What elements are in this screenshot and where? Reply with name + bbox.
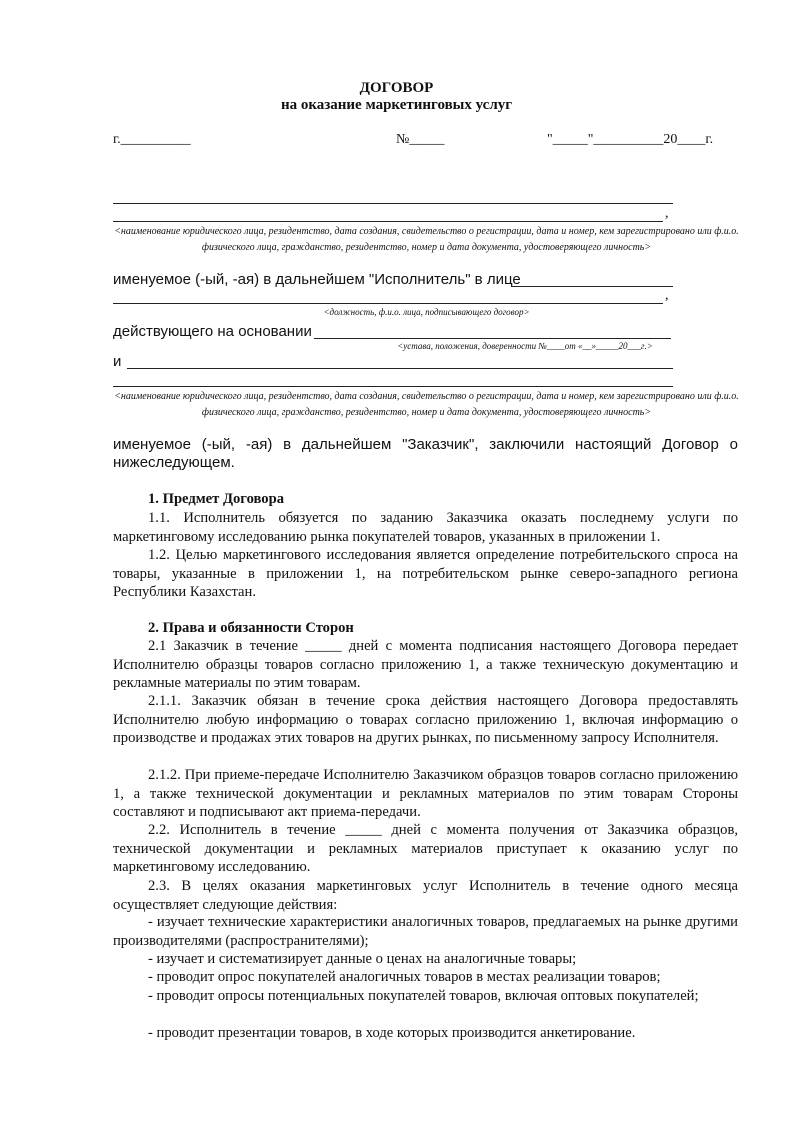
party1-basis: действующего на основании [113,323,312,340]
clause-1-2: 1.2. Целью маркетингового исследования является определение потребительского спроса на товары, указанные в приложении 1, на потребительском рынке северо-западного региона Республики Казахстан. [113,547,738,600]
action-item-3: - проводит опрос покупателей аналогичных товаров в местах реализации товаров; [148,969,661,985]
party1-basis-line [314,338,671,339]
action-item-2: - изучает и систематизирует данные о ценах на аналогичные товары; [148,951,577,967]
clause-2-3: 2.3. В целях оказания маркетинговых услуг Исполнитель в течение одного месяца осуществляет следующие действия: [113,878,738,913]
party1-note: <наименование юридического лица, резидентство, дата создания, свидетельство о регистрации, дата и номер, кем зарегистрировано или ф.и.о. физического лица, гражданство, резидентство, номер и дата документа, удостоверяющего личность> [114,226,739,253]
clause-2-1-1: 2.1.1. Заказчик обязан в течение срока действия настоящего Договора предоставлять Исполнителю любую информацию о товарах согласно приложению 1, включая информацию о производстве и продажах этих товаров на других рынках, по письменному запросу Исполнителя. [113,693,738,746]
party1-comma: , [665,206,669,221]
party1-basis-note: <устава, положения, доверенности №____от «__»_____20___г.> [397,341,653,351]
clause-2-2: 2.2. Исполнитель в течение _____ дней с момента получения от Заказчика образцов, технической документации и рекламных материалов приступает к оказанию услуг по маркетинговому исследованию. [113,822,738,875]
party2-note: <наименование юридического лица, резидентство, дата создания, свидетельство о регистрации, дата и номер, кем зарегистрировано или ф.и.о. физического лица, гражданство, резидентство, номер и дата документа, удостоверяющего личность> [114,391,739,418]
clause-2-1: 2.1 Заказчик в течение _____ дней с момента подписания настоящего Договора передает Исполнителю образцы товаров согласно приложению 1, а также техническую документацию и рекламные материалы по этим товарам. [113,638,738,691]
action-item-5: - проводит презентации товаров, в ходе которых производится анкетирование. [148,1025,636,1041]
and-label: и [113,353,122,370]
number-field: №_____ [396,132,445,147]
clause-1-1: 1.1. Исполнитель обязуется по заданию Заказчика оказать последнему услуги по маркетинговому исследованию рынка покупателей товаров, указанных в приложении 1. [113,510,738,545]
action-item-4: - проводит опросы потенциальных покупателей товаров, включая оптовых покупателей; [148,988,699,1004]
party1-rep-line-2 [113,303,663,304]
party2-name-line-2 [113,386,673,387]
party1-rep-comma: , [665,288,669,303]
party1-rep-note: <должность, ф.и.о. лица, подписывающего договор> [323,307,530,317]
party2-named-as: именуемое (-ый, -ая) в дальнейшем "Заказчик", заключили настоящий Договор о нижеследующем. [113,436,738,471]
party1-name-line-1 [113,203,673,204]
party1-named-as: именуемое (-ый, -ая) в дальнейшем "Исполнитель" в лице [113,271,521,288]
document-subtitle: на оказание маркетинговых услуг [280,97,513,113]
party1-rep-line [511,286,673,287]
party2-name-line-1 [127,368,673,369]
document-title: ДОГОВОР [359,80,434,96]
place-field: г.__________ [113,132,191,147]
action-item-1: - изучает технические характеристики аналогичных товаров, предлагаемых на рынке другими производителями (распространителями); [113,914,738,949]
section-2-heading: 2. Права и обязанности Сторон [148,620,354,636]
date-field: "_____"__________20____г. [547,132,714,147]
section-1-heading: 1. Предмет Договора [148,491,284,507]
clause-2-1-2: 2.1.2. При приеме-передаче Исполнителю Заказчиком образцов товаров согласно приложению 1, а также технической документации и рекламных материалов по этим товарам Стороны составляют и подписывают акт приема-передачи. [113,767,738,820]
party1-name-line-2 [113,221,663,222]
